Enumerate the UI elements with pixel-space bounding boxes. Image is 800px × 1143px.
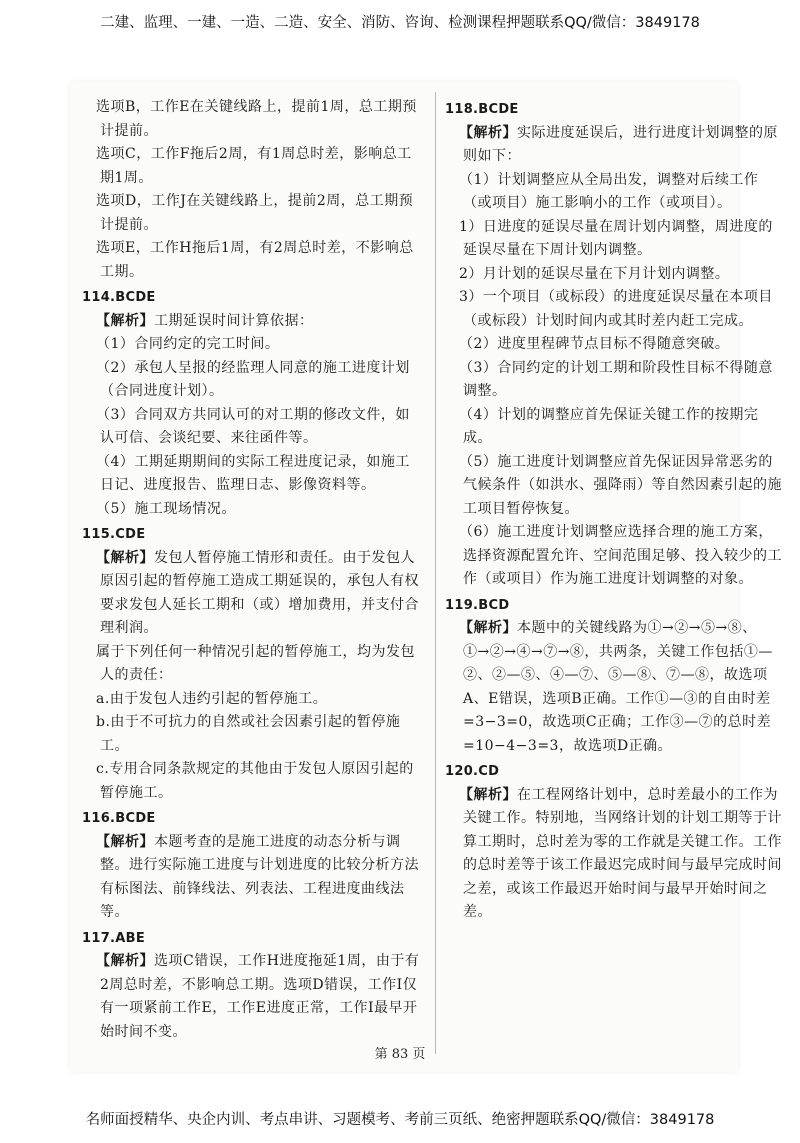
analysis-text: 本题考查的是施工进度的动态分析与调整。进行实际施工进度与计划进度的比较分析方法有标图法、前锋线法、列表法、工程进度曲线法等。 [100, 833, 419, 920]
question-number: 119.BCD [445, 597, 510, 613]
body-paragraph: （5）施工进度计划调整应首先保证因异常恶劣的气候条件（如洪水、强降雨）等自然因素引起的施工项目暂停恢复。 [459, 453, 782, 517]
body-paragraph: a.由于发包人违约引起的暂停施工。 [96, 690, 328, 707]
question-number: 120.CD [445, 764, 500, 779]
analysis-paragraph [82, 950, 422, 1044]
body-paragraph: （2）进度里程碑节点目标不得随意突破。 [459, 336, 730, 352]
question-number: 114.BCDE [82, 290, 156, 305]
question-number: 115.CDE [82, 527, 146, 542]
body-paragraph: b.由于不可抗力的自然或社会因素引起的暂停施工。 [96, 714, 401, 754]
body-paragraph: 选项B，工作E在关键线路上，提前1周，总工期预计提前。 [96, 99, 417, 139]
analysis-tag: 【解析】 [96, 549, 154, 566]
left-column [82, 96, 422, 1044]
body-paragraph: 选项D，工作J在关键线路上，提前2周，总工期预计提前。 [96, 193, 414, 233]
body-paragraph: 选项C，工作F拖后2周，有1周总时差，影响总工期1周。 [96, 146, 412, 186]
body-paragraph: （2）承包人呈报的经监理人同意的施工进度计划（合同进度计划）。 [96, 359, 410, 399]
body-paragraph: （1）合同约定的完工时间。 [96, 336, 280, 352]
body-paragraph: 1）日进度的延误尽量在周计划内调整，周进度的延误尽量在下周计划内调整。 [459, 218, 773, 258]
body-paragraph: c.专用合同条款规定的其他由于发包人原因引起的暂停施工。 [96, 761, 414, 801]
question-number: 117.ABE [82, 930, 146, 946]
body-paragraph: （4）工期延期期间的实际工程进度记录，如施工日记、进度报告、监理日志、影像资料等。 [96, 453, 410, 493]
body-paragraph: （1）计划调整应从全局出发，调整对后续工作（或项目）施工影响小的工作（或项目）。 [459, 171, 759, 211]
analysis-tag: 【解析】 [96, 312, 154, 329]
body-paragraph: 3）一个项目（或标段）的进度延误尽量在本项目（或标段）计划时间内或其时差内赶工完成。 [459, 289, 773, 329]
analysis-paragraph [82, 310, 422, 334]
analysis-text: 发包人暂停施工情形和责任。由于发包人原因引起的暂停施工造成工期延误的，承包人有权要求发包人延长工期和（或）增加费用，并支付合理利润。 [100, 549, 419, 636]
analysis-text: 本题中的关键线路为①→②→⑤→⑧、①→②→④→⑦→⑧，共两条，关键工作包括①—②、②—⑤、④—⑦、⑤—⑧、⑦—⑧，故选项A、E错误，选项B正确。工作①—③的自由时差=3−3=0，故选项C正确；工作③—⑦的总时差=10−4−3=3，故选项D正确。 [463, 620, 773, 754]
analysis-paragraph [445, 784, 787, 925]
question-number: 118.BCDE [445, 102, 519, 117]
analysis-text: 在工程网络计划中，总时差最小的工作为关键工作。特别地，当网络计划的计划工期等于计算工期时，总时差为零的工作就是关键工作。工作的总时差等于该工作最迟完成时间与最早完成时间之差，或该工作最迟开始时间与最早开始时间之差。 [463, 786, 782, 920]
analysis-tag: 【解析】 [459, 124, 517, 141]
analysis-text: 实际进度延误后，进行进度计划调整的原则如下： [463, 124, 778, 164]
body-paragraph: 2）月计划的延误尽量在下月计划内调整。 [459, 265, 730, 282]
analysis-tag: 【解析】 [459, 786, 517, 803]
body-paragraph: （4）计划的调整应首先保证关键工作的按期完成。 [459, 406, 759, 446]
analysis-paragraph [82, 831, 422, 925]
analysis-paragraph [82, 547, 422, 641]
question-number: 116.BCDE [82, 811, 156, 826]
analysis-paragraph [445, 617, 787, 758]
analysis-tag: 【解析】 [96, 953, 154, 969]
body-paragraph: （3）合同约定的计划工期和阶段性目标不得随意调整。 [459, 359, 773, 399]
column-divider [435, 92, 436, 1054]
page-number: 第 83 页 [374, 1047, 426, 1062]
analysis-text: 选项C错误，工作H进度拖延1周，由于有2周总时差，不影响总工期。选项D错误，工作I仅有一项紧前工作E，工作E进度正常，工作I最早开始时间不变。 [100, 953, 420, 1040]
body-paragraph: （5）施工现场情况。 [96, 500, 236, 517]
analysis-tag: 【解析】 [96, 833, 154, 850]
header-banner: 二建、监理、一建、一造、二造、安全、消防、咨询、检测课程押题联系QQ/微信：3849178 [100, 15, 700, 31]
right-column [445, 96, 787, 925]
analysis-paragraph [445, 122, 787, 169]
body-paragraph: （3）合同双方共同认可的对工期的修改文件，如认可信、会谈纪要、来往函件等。 [96, 406, 410, 446]
body-paragraph: （6）施工进度计划调整应选择合理的施工方案，选择资源配置允许、空间范围足够、投入较少的工作（或项目）作为施工进度计划调整的对象。 [459, 524, 782, 587]
body-paragraph: 属于下列任何一种情况引起的暂停施工，均为发包人的责任： [96, 643, 415, 683]
analysis-text: 工期延误时间计算依据： [154, 312, 314, 329]
analysis-tag: 【解析】 [459, 620, 517, 636]
footer-banner: 名师面授精华、央企内训、考点串讲、习题模考、考前三页纸、绝密押题联系QQ/微信：3849178 [85, 1112, 715, 1128]
body-paragraph: 选项E，工作H拖后1周，有2周总时差，不影响总工期。 [96, 240, 414, 280]
